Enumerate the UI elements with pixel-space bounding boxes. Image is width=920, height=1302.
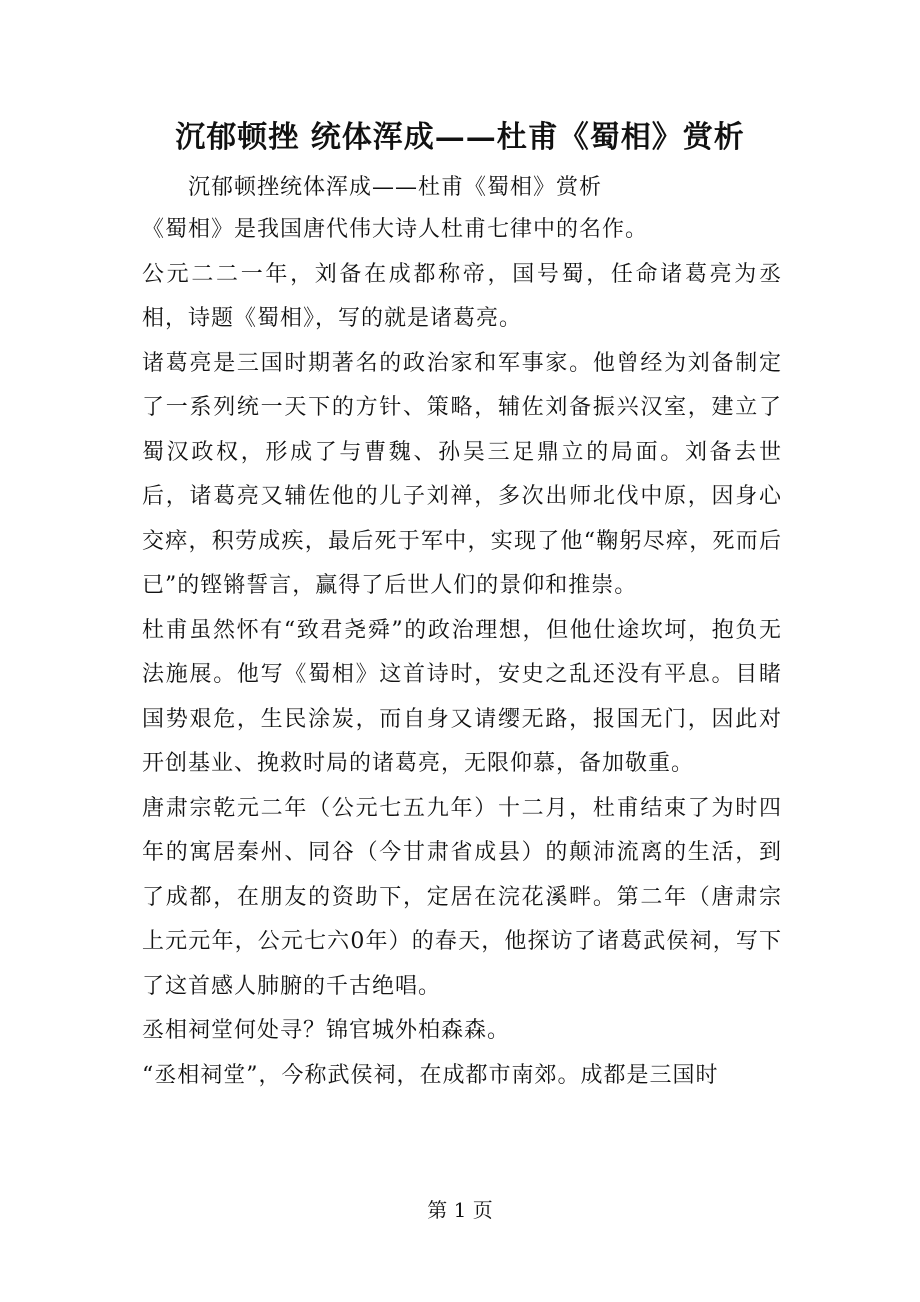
page-label-prefix: 第: [427, 1198, 448, 1222]
page-label-suffix: 页: [472, 1198, 493, 1222]
paragraph: 公元二二一年，刘备在成都称帝，国号蜀，任命诸葛亮为丞相，诗题《蜀相》，写的就是诸葛亮。: [142, 261, 782, 331]
paragraph: 《蜀相》是我国唐代伟大诗人杜甫七律中的名作。: [142, 217, 649, 242]
document-title: 沉郁顿挫 统体浑成——杜甫《蜀相》赏析: [175, 120, 745, 155]
paragraph: 杜甫虽然怀有“致君尧舜”的政治理想，但他仕途坎坷，抱负无法施展。他写《蜀相》这首诗时，安史之乱还没有平息。目睹国势艰危，生民涂炭，而自身又请缨无路，报国无门，因此对开创基业、挽救时局的诸葛亮，无限仰慕，备加敬重。: [142, 617, 782, 776]
page-number: 1: [453, 1198, 467, 1222]
document-subtitle: 沉郁顿挫统体浑成——杜甫《蜀相》赏析: [188, 175, 603, 200]
page-footer: [0, 1194, 920, 1223]
paragraph: 唐肃宗乾元二年（公元七五九年）十二月，杜甫结束了为时四年的寓居秦州、同谷（今甘肃省成县）的颠沛流离的生活，到了成都，在朋友的资助下，定居在浣花溪畔。第二年（唐肃宗上元元年，公元七六0年）的春天，他探访了诸葛武侯祠，写下了这首感人肺腑的千古绝唱。: [142, 795, 782, 999]
poem-line: 丞相祠堂何处寻？锦官城外柏森森。: [142, 1018, 511, 1043]
document-body: [142, 208, 782, 1098]
paragraph: “丞相祠堂”，今称武侯祠，在成都市南郊。成都是三国时: [142, 1062, 719, 1088]
paragraph: 诸葛亮是三国时期著名的政治家和军事家。他曾经为刘备制定了一系列统一天下的方针、策略，辅佐刘备振兴汉室，建立了蜀汉政权，形成了与曹魏、孙吴三足鼎立的局面。刘备去世后，诸葛亮又辅佐他的儿子刘禅，多次出师北伐中原，因身心交瘁，积劳成疾，最后死于军中，实现了他“鞠躬尽瘁，死而后已”的铿锵誓言，赢得了后世人们的景仰和推崇。: [142, 350, 782, 598]
